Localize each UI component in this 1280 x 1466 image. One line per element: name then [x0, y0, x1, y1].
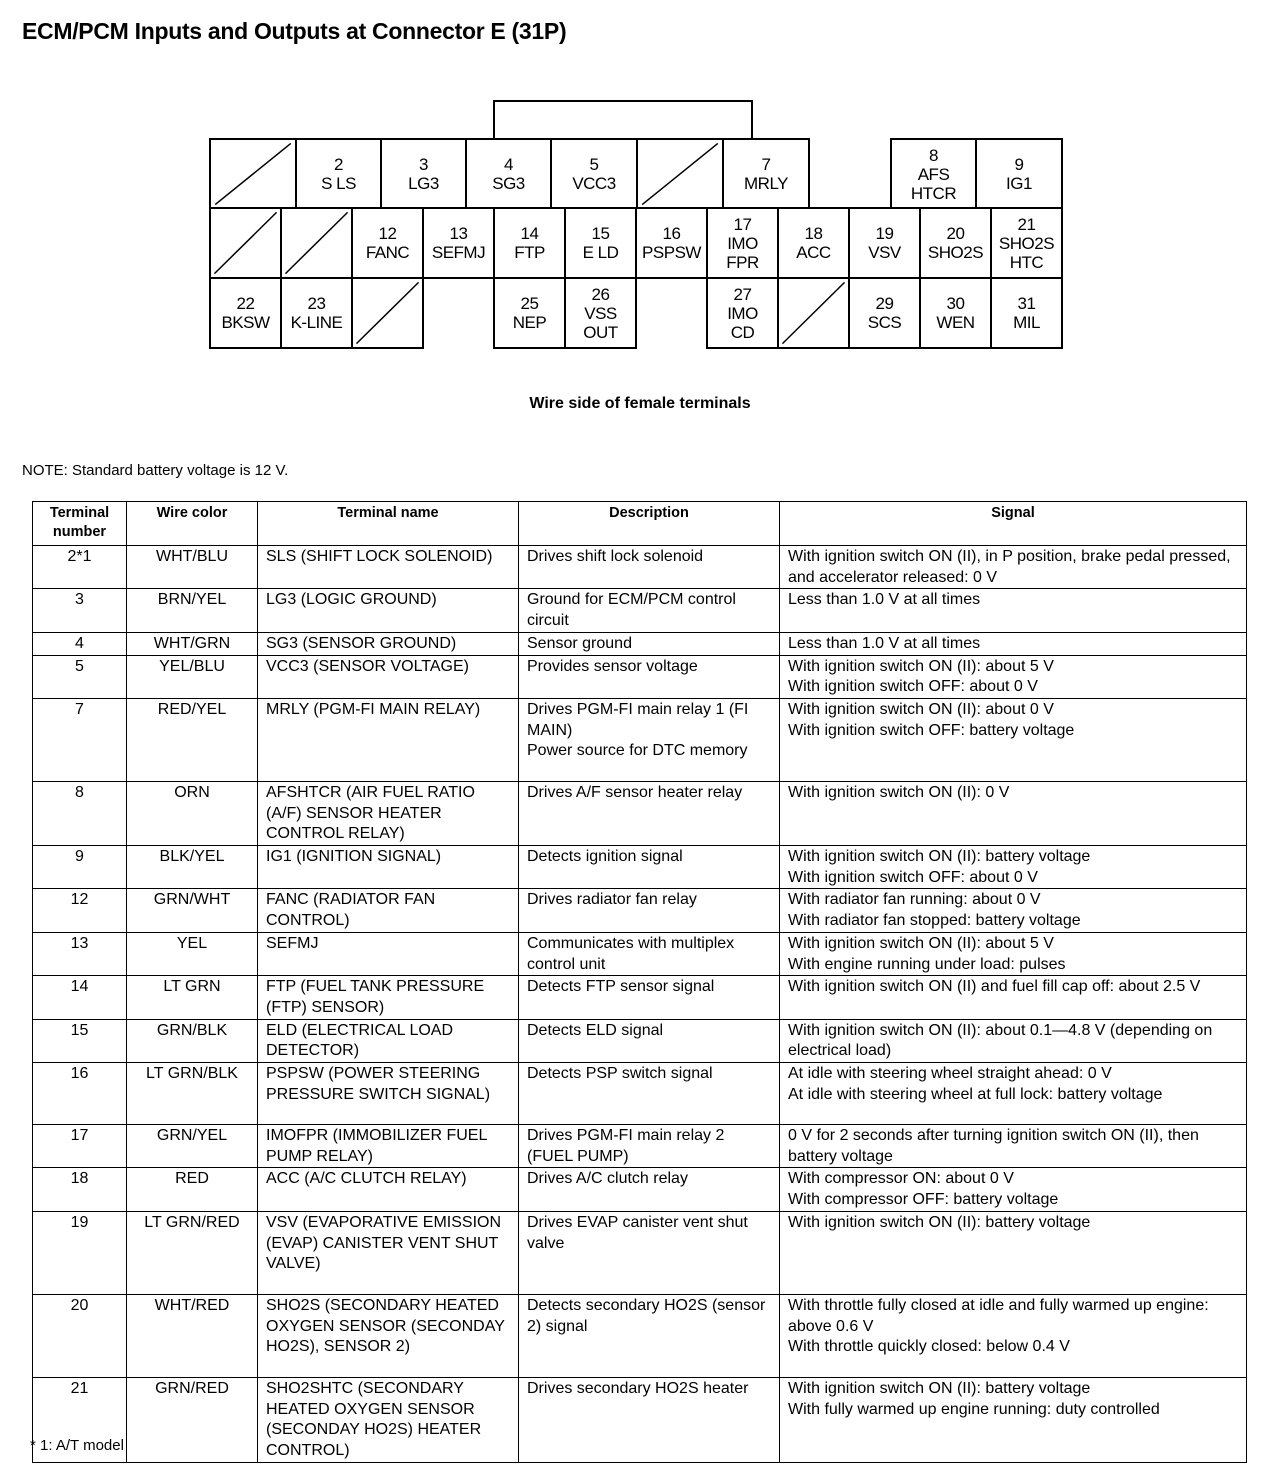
- terminal-number: 17: [733, 214, 752, 234]
- wire-color: GRN/BLK: [127, 1019, 258, 1062]
- terminal-number: 15: [33, 1019, 127, 1062]
- terminal-label: FPR: [726, 252, 759, 272]
- terminal-5: [550, 138, 638, 210]
- table-row: [33, 1211, 1247, 1294]
- terminal-label: K-LINE: [290, 313, 343, 332]
- terminal-number: 9: [1014, 155, 1024, 174]
- table-row: [33, 1294, 1247, 1377]
- signal: With ignition switch ON (II): battery voltage With ignition switch OFF: about 0 V: [780, 846, 1247, 889]
- terminal-number: 19: [875, 224, 894, 243]
- terminal-number: 5: [589, 155, 599, 174]
- table-row: [33, 655, 1247, 698]
- terminal-name: SLS (SHIFT LOCK SOLENOID): [258, 546, 519, 589]
- wire-color: LT GRN: [127, 976, 258, 1019]
- wire-color: WHT/BLU: [127, 546, 258, 589]
- table-row: [33, 698, 1247, 781]
- wire-color: WHT/RED: [127, 1294, 258, 1377]
- description: Sensor ground: [519, 632, 780, 655]
- terminal-number: 17: [33, 1125, 127, 1168]
- terminal-number: 7: [761, 155, 771, 174]
- description: Drives shift lock solenoid: [519, 546, 780, 589]
- terminal-number: 29: [875, 294, 894, 313]
- table-row: [33, 889, 1247, 932]
- terminal-label: VSV: [868, 243, 901, 262]
- terminal-number: 3: [419, 155, 428, 174]
- terminal-number: 4: [504, 155, 513, 174]
- terminal-label: BKSW: [221, 313, 270, 332]
- wire-color: LT GRN/BLK: [127, 1063, 258, 1125]
- column-header: Terminal number: [33, 502, 127, 546]
- signal: With ignition switch ON (II): about 0.1—4.8 V (depending on electrical load): [780, 1019, 1247, 1062]
- terminal-label: WEN: [936, 313, 975, 332]
- terminal-name: ELD (ELECTRICAL LOAD DETECTOR): [258, 1019, 519, 1062]
- page-title: ECM/PCM Inputs and Outputs at Connector E (31P): [22, 18, 567, 44]
- table-row: [33, 846, 1247, 889]
- terminal-name: SG3 (SENSOR GROUND): [258, 632, 519, 655]
- connector-lock-tab: [493, 100, 753, 140]
- terminal-label: MRLY: [744, 174, 788, 193]
- terminal-label: NEP: [512, 313, 547, 332]
- terminal-number: 26: [591, 284, 610, 304]
- terminal-7: [722, 138, 810, 210]
- terminal-25: [493, 277, 566, 349]
- description: Detects ignition signal: [519, 846, 780, 889]
- wire-color: RED: [127, 1168, 258, 1211]
- description: Drives secondary HO2S heater: [519, 1377, 780, 1462]
- terminal-number: 9: [33, 846, 127, 889]
- table-row: [33, 781, 1247, 845]
- terminal-name: PSPSW (POWER STEERING PRESSURE SWITCH SIGNAL): [258, 1063, 519, 1125]
- terminal-22: [209, 277, 282, 349]
- terminal-label: MIL: [1013, 313, 1040, 332]
- description: Drives A/F sensor heater relay: [519, 781, 780, 845]
- terminal-number: 16: [33, 1063, 127, 1125]
- terminal-number: 18: [33, 1168, 127, 1211]
- terminal-number: 13: [449, 224, 468, 243]
- terminal-number: 27: [733, 284, 752, 304]
- terminal-label: ACC: [796, 243, 831, 262]
- terminal-label: E LD: [582, 243, 619, 262]
- terminal-number: 12: [378, 224, 397, 243]
- signal: With ignition switch ON (II): 0 V: [780, 781, 1247, 845]
- description: Drives EVAP canister vent shut valve: [519, 1211, 780, 1294]
- terminal-number: 2*1: [33, 546, 127, 589]
- terminal-label: LG3: [408, 174, 439, 193]
- terminal-name: FTP (FUEL TANK PRESSURE (FTP) SENSOR): [258, 976, 519, 1019]
- terminal-number: 8: [929, 145, 938, 165]
- terminal-label: HTCR: [910, 183, 957, 203]
- terminal-name: FANC (RADIATOR FAN CONTROL): [258, 889, 519, 932]
- terminal-name: AFSHTCR (AIR FUEL RATIO (A/F) SENSOR HEATER CONTROL RELAY): [258, 781, 519, 845]
- description: Drives A/C clutch relay: [519, 1168, 780, 1211]
- terminal-number: 4: [33, 632, 127, 655]
- terminal-number: 25: [520, 294, 539, 313]
- terminal-name: MRLY (PGM-FI MAIN RELAY): [258, 698, 519, 781]
- terminal-name: IMOFPR (IMMOBILIZER FUEL PUMP RELAY): [258, 1125, 519, 1168]
- terminal-name: IG1 (IGNITION SIGNAL): [258, 846, 519, 889]
- terminal-name: SHO2S (SECONDARY HEATED OXYGEN SENSOR (SECONDAY HO2S), SENSOR 2): [258, 1294, 519, 1377]
- terminal-name: LG3 (LOGIC GROUND): [258, 589, 519, 632]
- description: Detects PSP switch signal: [519, 1063, 780, 1125]
- terminal-30: [919, 277, 992, 349]
- terminal-number: 23: [307, 294, 326, 313]
- wire-color: RED/YEL: [127, 698, 258, 781]
- table-row: [33, 976, 1247, 1019]
- signal: With radiator fan running: about 0 V With radiator fan stopped: battery voltage: [780, 889, 1247, 932]
- terminal-4: [465, 138, 552, 210]
- table-row: [33, 1125, 1247, 1168]
- description: Detects ELD signal: [519, 1019, 780, 1062]
- description: Detects secondary HO2S (sensor 2) signal: [519, 1294, 780, 1377]
- description: Communicates with multiplex control unit: [519, 932, 780, 975]
- terminal-label: S LS: [321, 174, 356, 193]
- signal: With ignition switch ON (II), in P position, brake pedal pressed, and accelerator released: 0 V: [780, 546, 1247, 589]
- table-row: [33, 1168, 1247, 1211]
- terminal-label: VCC3: [572, 174, 616, 193]
- terminal-15: [564, 207, 637, 279]
- terminal-number: 20: [33, 1294, 127, 1377]
- signal: Less than 1.0 V at all times: [780, 589, 1247, 632]
- column-header: Wire color: [127, 502, 258, 546]
- table-row: [33, 632, 1247, 655]
- wire-color: WHT/GRN: [127, 632, 258, 655]
- table-row: [33, 1063, 1247, 1125]
- terminal-label: FTP: [514, 243, 545, 262]
- terminal-label: SHO2S: [927, 243, 984, 262]
- terminal-9: [975, 138, 1063, 210]
- terminal-number: 5: [33, 655, 127, 698]
- table-row: [33, 1019, 1247, 1062]
- terminal-number: 20: [946, 224, 965, 243]
- terminal-3: [380, 138, 467, 210]
- terminal-26: [564, 277, 637, 349]
- column-header: Signal: [780, 502, 1247, 546]
- signal: With throttle fully closed at idle and fully warmed up engine: above 0.6 V With throttle quickly closed: below 0.4 V: [780, 1294, 1247, 1377]
- unused-terminal: [351, 277, 424, 349]
- signal: With ignition switch ON (II): about 5 V With engine running under load: pulses: [780, 932, 1247, 975]
- terminal-number: 21: [33, 1377, 127, 1462]
- signal: With ignition switch ON (II): battery voltage: [780, 1211, 1247, 1294]
- terminal-number: 30: [946, 294, 965, 313]
- terminal-2: [295, 138, 382, 210]
- terminal-label: AFS: [917, 164, 950, 184]
- terminal-19: [848, 207, 921, 279]
- terminal-29: [848, 277, 921, 349]
- wire-color: GRN/RED: [127, 1377, 258, 1462]
- terminal-number: 15: [591, 224, 610, 243]
- signal: At idle with steering wheel straight ahead: 0 V At idle with steering wheel at full lock: battery voltage: [780, 1063, 1247, 1125]
- terminal-label: IMO: [727, 233, 758, 253]
- terminal-number: 13: [33, 932, 127, 975]
- signal: With ignition switch ON (II): about 0 V With ignition switch OFF: battery voltage: [780, 698, 1247, 781]
- terminal-17: [706, 207, 779, 279]
- terminal-number: 14: [33, 976, 127, 1019]
- signal: With ignition switch ON (II): about 5 V With ignition switch OFF: about 0 V: [780, 655, 1247, 698]
- unused-terminal: [636, 138, 724, 210]
- terminal-number: 12: [33, 889, 127, 932]
- terminal-number: 18: [804, 224, 823, 243]
- signal: With ignition switch ON (II) and fuel fill cap off: about 2.5 V: [780, 976, 1247, 1019]
- terminal-number: 8: [33, 781, 127, 845]
- unused-terminal: [777, 277, 850, 349]
- terminal-label: CD: [730, 322, 755, 342]
- unused-terminal: [209, 207, 282, 279]
- terminal-number: 14: [520, 224, 539, 243]
- description: Provides sensor voltage: [519, 655, 780, 698]
- description: Drives PGM-FI main relay 1 (FI MAIN) Power source for DTC memory: [519, 698, 780, 781]
- connector-caption: Wire side of female terminals: [529, 395, 751, 412]
- description: Ground for ECM/PCM control circuit: [519, 589, 780, 632]
- signal: 0 V for 2 seconds after turning ignition switch ON (II), then battery voltage: [780, 1125, 1247, 1168]
- terminal-number: 19: [33, 1211, 127, 1294]
- terminal-23: [280, 277, 353, 349]
- footnote: * 1: A/T model: [30, 1437, 124, 1454]
- signal: With ignition switch ON (II): battery voltage With fully warmed up engine running: duty controlled: [780, 1377, 1247, 1462]
- unused-slash-icon: [353, 279, 422, 347]
- terminal-number: 16: [662, 224, 681, 243]
- terminal-label: SEFMJ: [431, 243, 486, 262]
- terminal-number: 21: [1017, 214, 1036, 234]
- terminal-number: 22: [236, 294, 255, 313]
- column-header: Terminal name: [258, 502, 519, 546]
- terminal-name: ACC (A/C CLUTCH RELAY): [258, 1168, 519, 1211]
- terminal-name: VCC3 (SENSOR VOLTAGE): [258, 655, 519, 698]
- table-row: [33, 589, 1247, 632]
- description: Drives radiator fan relay: [519, 889, 780, 932]
- terminal-table: [32, 501, 1247, 1463]
- terminal-20: [919, 207, 992, 279]
- terminal-number: 31: [1017, 294, 1036, 313]
- table-row: [33, 1377, 1247, 1462]
- terminal-label: OUT: [583, 322, 618, 342]
- terminal-name: SHO2SHTC (SECONDARY HEATED OXYGEN SENSOR (SECONDAY HO2S) HEATER CONTROL): [258, 1377, 519, 1462]
- table-row: [33, 546, 1247, 589]
- terminal-16: [635, 207, 708, 279]
- wire-color: YEL/BLU: [127, 655, 258, 698]
- terminal-label: FANC: [365, 243, 410, 262]
- column-header: Description: [519, 502, 780, 546]
- terminal-27: [706, 277, 779, 349]
- terminal-number: 3: [33, 589, 127, 632]
- terminal-label: SG3: [492, 174, 525, 193]
- wire-color: BRN/YEL: [127, 589, 258, 632]
- signal: With compressor ON: about 0 V With compressor OFF: battery voltage: [780, 1168, 1247, 1211]
- unused-slash-icon: [638, 140, 722, 208]
- wire-color: YEL: [127, 932, 258, 975]
- terminal-label: HTC: [1009, 252, 1044, 272]
- note: NOTE: Standard battery voltage is 12 V.: [22, 462, 289, 479]
- terminal-number: 7: [33, 698, 127, 781]
- unused-terminal: [209, 138, 297, 210]
- terminal-number: 2: [334, 155, 343, 174]
- description: Drives PGM-FI main relay 2 (FUEL PUMP): [519, 1125, 780, 1168]
- unused-terminal: [280, 207, 353, 279]
- terminal-label: IMO: [727, 303, 758, 323]
- terminal-18: [777, 207, 850, 279]
- terminal-12: [351, 207, 424, 279]
- wire-color: ORN: [127, 781, 258, 845]
- terminal-8: [890, 138, 977, 210]
- wire-color: GRN/WHT: [127, 889, 258, 932]
- signal: Less than 1.0 V at all times: [780, 632, 1247, 655]
- wire-color: GRN/YEL: [127, 1125, 258, 1168]
- description: Detects FTP sensor signal: [519, 976, 780, 1019]
- wire-color: LT GRN/RED: [127, 1211, 258, 1294]
- terminal-label: SHO2S: [998, 233, 1055, 253]
- table-row: [33, 932, 1247, 975]
- terminal-name: VSV (EVAPORATIVE EMISSION (EVAP) CANISTER VENT SHUT VALVE): [258, 1211, 519, 1294]
- terminal-label: VSS: [584, 303, 617, 323]
- terminal-13: [422, 207, 495, 279]
- unused-slash-icon: [211, 209, 280, 277]
- terminal-label: PSPSW: [642, 243, 701, 262]
- terminal-31: [990, 277, 1063, 349]
- terminal-label: SCS: [867, 313, 902, 332]
- unused-slash-icon: [211, 140, 295, 208]
- terminal-label: IG1: [1006, 174, 1032, 193]
- wire-color: BLK/YEL: [127, 846, 258, 889]
- terminal-21: [990, 207, 1063, 279]
- unused-slash-icon: [282, 209, 351, 277]
- terminal-14: [493, 207, 566, 279]
- unused-slash-icon: [779, 279, 848, 347]
- terminal-name: SEFMJ: [258, 932, 519, 975]
